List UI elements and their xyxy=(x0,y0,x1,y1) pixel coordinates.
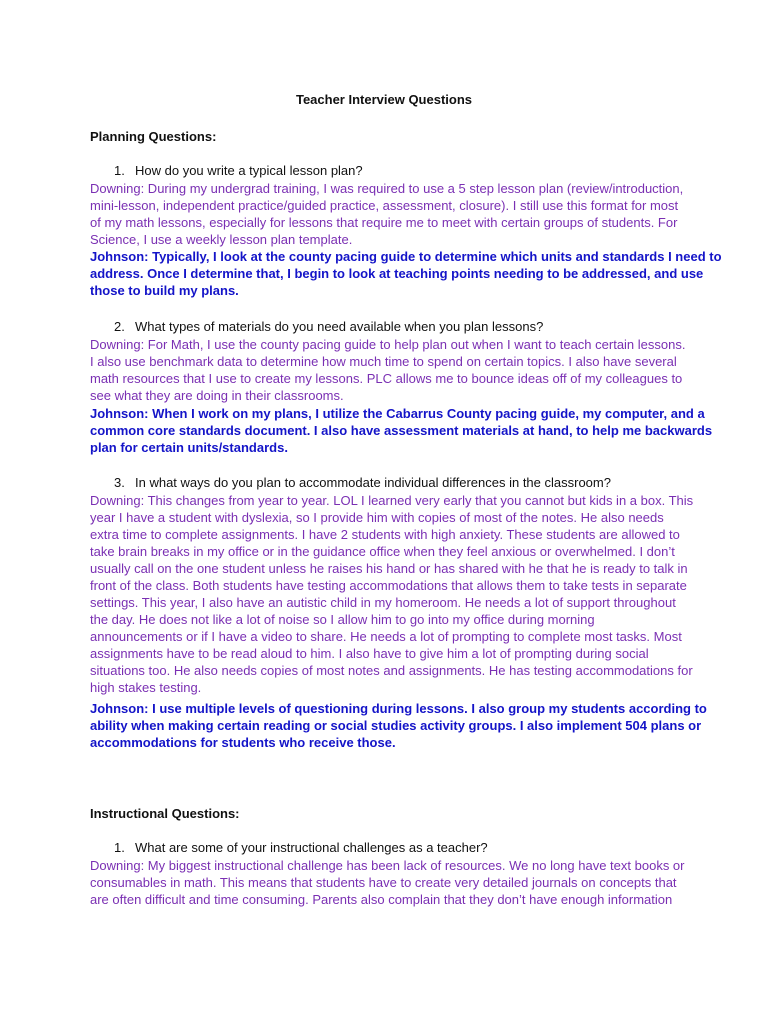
answer-line: Johnson: I use multiple levels of questioning during lessons. I also group my students according to xyxy=(90,701,707,716)
answer-line: are often difficult and time consuming. Parents also complain that they don’t have enough information xyxy=(90,892,673,907)
answer-line: high stakes testing. xyxy=(90,680,202,695)
question-text: How do you write a typical lesson plan? xyxy=(135,163,363,178)
answer-line: settings. This year, I also have an autistic child in my homeroom. He needs a lot of support throughout xyxy=(90,595,676,610)
answer-line: Downing: For Math, I use the county pacing guide to help plan out when I want to teach certain lessons. xyxy=(90,337,686,352)
question-planning-1 xyxy=(114,163,363,178)
johnson-answer-planning-3 xyxy=(90,700,707,751)
answer-line: Johnson: When I work on my plans, I utilize the Cabarrus County pacing guide, my computer, and a xyxy=(90,406,705,421)
answer-line: address. Once I determine that, I begin to look at teaching points needing to be addressed, and use xyxy=(90,266,704,281)
question-text: In what ways do you plan to accommodate individual differences in the classroom? xyxy=(135,475,611,490)
answer-line: take brain breaks in my office or in the guidance office when they feel anxious or overwhelmed. I don’t xyxy=(90,544,675,559)
answer-line: I also use benchmark data to determine how much time to spend on certain topics. I also have several xyxy=(90,354,677,369)
answer-line: Downing: During my undergrad training, I was required to use a 5 step lesson plan (review/introduction, xyxy=(90,181,684,196)
answer-line: Science, I use a weekly lesson plan template. xyxy=(90,232,353,247)
answer-line: front of the class. Both students have testing accommodations that allows them to take tests in separate xyxy=(90,578,687,593)
answer-line: plan for certain units/standards. xyxy=(90,440,288,455)
answer-line: announcements or if I have a video to share. He needs a lot of prompting to complete most tasks. Most xyxy=(90,629,682,644)
downing-answer-instructional-1 xyxy=(90,857,690,908)
answer-line: accommodations for students who receive those. xyxy=(90,735,396,750)
johnson-answer-planning-1 xyxy=(90,248,722,299)
answer-line: see what they are doing in their classrooms. xyxy=(90,388,344,403)
section-heading-instructional: Instructional Questions: xyxy=(90,806,240,821)
question-number: 3. xyxy=(114,475,125,490)
answer-line: situations too. He also needs copies of most notes and assignments. He has testing accommodations for xyxy=(90,663,693,678)
question-number: 1. xyxy=(114,163,125,178)
answer-line: math resources that I use to create my lessons. PLC allows me to bounce ideas off of my colleagues to xyxy=(90,371,683,386)
answer-line: common core standards document. I also have assessment materials at hand, to help me backwards xyxy=(90,423,713,438)
answer-line: extra time to complete assignments. I have 2 students with high anxiety. These students are allowed to xyxy=(90,527,680,542)
answer-line: year I have a student with dyslexia, so I provide him with copies of most of the notes. He also needs xyxy=(90,510,664,525)
downing-answer-planning-1 xyxy=(90,180,690,248)
section-heading-planning: Planning Questions: xyxy=(90,129,217,144)
question-number: 1. xyxy=(114,840,125,855)
downing-answer-planning-3 xyxy=(90,492,694,696)
answer-line: the day. He does not like a lot of noise so I allow him to go into my office during morning xyxy=(90,612,595,627)
johnson-answer-planning-2 xyxy=(90,405,713,456)
answer-line: Johnson: Typically, I look at the county pacing guide to determine which units and standards I need to xyxy=(90,249,722,264)
answer-line: ability when making certain reading or social studies activity groups. I also implement 504 plans or xyxy=(90,718,702,733)
answer-line: those to build my plans. xyxy=(90,283,239,298)
document-title: Teacher Interview Questions xyxy=(295,92,473,107)
question-planning-2 xyxy=(114,319,543,334)
question-planning-3 xyxy=(114,475,611,490)
question-number: 2. xyxy=(114,319,125,334)
answer-line: Downing: My biggest instructional challenge has been lack of resources. We no long have text books or xyxy=(90,858,685,873)
answer-line: assignments have to be read aloud to him. I also have to give him a lot of prompting during social xyxy=(90,646,649,661)
answer-line: usually call on the one student unless he raises his hand or has shared with he that he is ready to talk in xyxy=(90,561,688,576)
answer-line: consumables in math. This means that students have to create very detailed journals on concepts that xyxy=(90,875,677,890)
answer-line: mini-lesson, independent practice/guided practice, assessment, closure). I still use this format for most xyxy=(90,198,679,213)
answer-line: of my math lessons, especially for lessons that require me to meet with certain groups of students. For xyxy=(90,215,678,230)
question-instructional-1 xyxy=(114,840,488,855)
question-text: What types of materials do you need available when you plan lessons? xyxy=(135,319,544,334)
answer-line: Downing: This changes from year to year. LOL I learned very early that you cannot but kids in a box. This xyxy=(90,493,694,508)
downing-answer-planning-2 xyxy=(90,336,690,404)
question-text: What are some of your instructional challenges as a teacher? xyxy=(135,840,488,855)
